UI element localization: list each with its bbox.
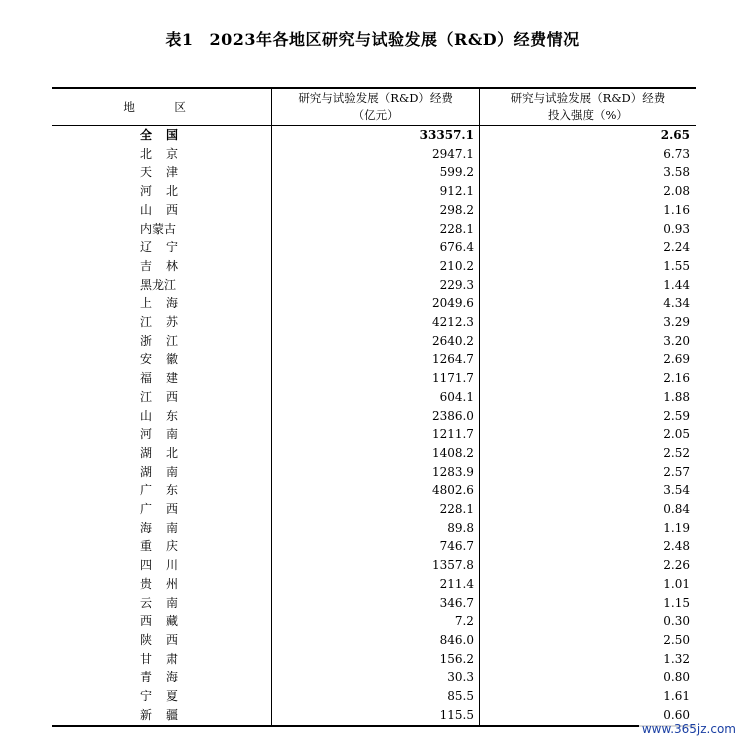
table-caption: 2023年各地区研究与试验发展（R&D）经费情况 bbox=[209, 30, 580, 49]
table-row bbox=[52, 706, 696, 726]
region-cell: 四川 bbox=[140, 558, 193, 573]
region-cell: 内蒙古 bbox=[140, 221, 177, 236]
intensity-cell: 1.88 bbox=[479, 388, 696, 407]
intensity-cell: 1.44 bbox=[479, 276, 696, 295]
header-row bbox=[52, 88, 696, 126]
column-header-intensity bbox=[479, 88, 696, 126]
region-cell: 上海 bbox=[140, 296, 193, 311]
table-row bbox=[52, 388, 696, 407]
region-cell: 湖北 bbox=[140, 445, 193, 460]
table-row bbox=[52, 481, 696, 500]
table-row bbox=[52, 257, 696, 276]
column-header-region: 地 区 bbox=[52, 88, 272, 126]
spend-cell: 599.2 bbox=[272, 163, 480, 182]
spend-cell: 4802.6 bbox=[272, 481, 480, 500]
table-row bbox=[52, 163, 696, 182]
intensity-cell: 2.24 bbox=[479, 238, 696, 257]
spend-cell: 1211.7 bbox=[272, 425, 480, 444]
spend-cell: 2049.6 bbox=[272, 294, 480, 313]
spend-cell: 7.2 bbox=[272, 612, 480, 631]
region-cell: 西藏 bbox=[140, 614, 193, 629]
intensity-cell: 2.69 bbox=[479, 350, 696, 369]
intensity-cell: 0.84 bbox=[479, 500, 696, 519]
table-row bbox=[52, 687, 696, 706]
spend-cell: 115.5 bbox=[272, 706, 480, 726]
spend-cell: 85.5 bbox=[272, 687, 480, 706]
intensity-cell: 1.15 bbox=[479, 594, 696, 613]
region-cell: 广西 bbox=[140, 502, 193, 517]
intensity-cell: 2.16 bbox=[479, 369, 696, 388]
intensity-cell: 1.55 bbox=[479, 257, 696, 276]
table-row bbox=[52, 182, 696, 201]
table-row bbox=[52, 500, 696, 519]
region-cell: 北京 bbox=[140, 146, 193, 161]
spend-cell: 228.1 bbox=[272, 500, 480, 519]
table-row bbox=[52, 575, 696, 594]
spend-cell: 298.2 bbox=[272, 201, 480, 220]
region-cell: 贵州 bbox=[140, 576, 193, 591]
intensity-cell: 0.60 bbox=[479, 706, 696, 726]
table-row bbox=[52, 350, 696, 369]
table-body bbox=[52, 126, 696, 726]
intensity-cell: 2.57 bbox=[479, 463, 696, 482]
table-row bbox=[52, 612, 696, 631]
table-row bbox=[52, 332, 696, 351]
intensity-cell: 1.32 bbox=[479, 650, 696, 669]
spend-cell: 2947.1 bbox=[272, 145, 480, 164]
region-cell: 安徽 bbox=[140, 352, 193, 367]
table-row bbox=[52, 463, 696, 482]
intensity-cell: 1.16 bbox=[479, 201, 696, 220]
table-row bbox=[52, 519, 696, 538]
total-row bbox=[52, 126, 696, 145]
intensity-cell: 2.52 bbox=[479, 444, 696, 463]
spend-cell: 1283.9 bbox=[272, 463, 480, 482]
table-number: 表1 bbox=[165, 30, 194, 49]
region-cell: 陕西 bbox=[140, 632, 193, 647]
table-row bbox=[52, 537, 696, 556]
spend-cell: 228.1 bbox=[272, 220, 480, 239]
intensity-cell: 6.73 bbox=[479, 145, 696, 164]
intensity-cell: 1.01 bbox=[479, 575, 696, 594]
spend-cell: 30.3 bbox=[272, 668, 480, 687]
column-header-spend-text: 研究与试验发展（R&D）经费 （亿元） bbox=[298, 91, 453, 122]
intensity-cell: 2.08 bbox=[479, 182, 696, 201]
table-row bbox=[52, 220, 696, 239]
region-cell: 广东 bbox=[140, 483, 193, 498]
column-header-spend bbox=[272, 88, 480, 126]
region-cell: 重庆 bbox=[140, 539, 193, 554]
region-cell: 天津 bbox=[140, 165, 193, 180]
spend-cell: 89.8 bbox=[272, 519, 480, 538]
spend-cell: 846.0 bbox=[272, 631, 480, 650]
intensity-cell: 0.93 bbox=[479, 220, 696, 239]
column-header-intensity-text: 研究与试验发展（R&D）经费 投入强度（%） bbox=[510, 91, 666, 122]
intensity-cell: 1.61 bbox=[479, 687, 696, 706]
intensity-cell: 3.54 bbox=[479, 481, 696, 500]
table-row bbox=[52, 631, 696, 650]
region-cell: 江苏 bbox=[140, 315, 193, 330]
spend-cell: 229.3 bbox=[272, 276, 480, 295]
region-cell: 江西 bbox=[140, 389, 193, 404]
table-row bbox=[52, 369, 696, 388]
table-row bbox=[52, 276, 696, 295]
region-cell: 新疆 bbox=[52, 706, 272, 726]
spend-cell: 4212.3 bbox=[272, 313, 480, 332]
table-row bbox=[52, 650, 696, 669]
spend-cell: 210.2 bbox=[272, 257, 480, 276]
region-cell: 河北 bbox=[140, 184, 193, 199]
table-row bbox=[52, 668, 696, 687]
spend-cell: 346.7 bbox=[272, 594, 480, 613]
table-row bbox=[52, 444, 696, 463]
spend-cell: 1264.7 bbox=[272, 350, 480, 369]
intensity-cell: 2.26 bbox=[479, 556, 696, 575]
spend-cell: 2640.2 bbox=[272, 332, 480, 351]
region-cell: 湖南 bbox=[140, 464, 193, 479]
intensity-cell: 2.59 bbox=[479, 407, 696, 426]
region-cell: 浙江 bbox=[140, 333, 193, 348]
intensity-cell: 1.19 bbox=[479, 519, 696, 538]
region-cell: 黑龙江 bbox=[140, 277, 177, 292]
region-cell: 山西 bbox=[140, 202, 193, 217]
spend-cell: 1357.8 bbox=[272, 556, 480, 575]
spend-cell: 676.4 bbox=[272, 238, 480, 257]
spend-cell: 211.4 bbox=[272, 575, 480, 594]
intensity-cell: 0.30 bbox=[479, 612, 696, 631]
region-cell: 甘肃 bbox=[140, 651, 193, 666]
table-row bbox=[52, 407, 696, 426]
region-cell: 山东 bbox=[140, 408, 193, 423]
intensity-cell: 3.29 bbox=[479, 313, 696, 332]
table-row bbox=[52, 238, 696, 257]
table-row bbox=[52, 594, 696, 613]
region-cell: 青海 bbox=[140, 670, 193, 685]
region-cell: 宁夏 bbox=[140, 689, 193, 704]
table-row bbox=[52, 294, 696, 313]
table-row bbox=[52, 145, 696, 164]
table-title bbox=[0, 27, 745, 50]
intensity-cell: 2.50 bbox=[479, 631, 696, 650]
region-cell: 河南 bbox=[140, 427, 193, 442]
region-cell: 辽宁 bbox=[140, 240, 193, 255]
intensity-cell: 3.20 bbox=[479, 332, 696, 351]
total-intensity: 2.65 bbox=[479, 126, 696, 145]
spend-cell: 1171.7 bbox=[272, 369, 480, 388]
region-cell: 福建 bbox=[140, 371, 193, 386]
region-cell: 吉林 bbox=[140, 258, 193, 273]
intensity-cell: 2.05 bbox=[479, 425, 696, 444]
spend-cell: 746.7 bbox=[272, 537, 480, 556]
spend-cell: 1408.2 bbox=[272, 444, 480, 463]
rd-expenditure-table bbox=[52, 87, 696, 727]
spend-cell: 156.2 bbox=[272, 650, 480, 669]
table-row bbox=[52, 201, 696, 220]
intensity-cell: 0.80 bbox=[479, 668, 696, 687]
spend-cell: 604.1 bbox=[272, 388, 480, 407]
intensity-cell: 4.34 bbox=[479, 294, 696, 313]
spend-cell: 912.1 bbox=[272, 182, 480, 201]
spend-cell: 2386.0 bbox=[272, 407, 480, 426]
table-row bbox=[52, 556, 696, 575]
total-region: 全国 bbox=[140, 128, 193, 142]
watermark: www.365jz.com bbox=[639, 722, 739, 736]
table-row bbox=[52, 313, 696, 332]
intensity-cell: 2.48 bbox=[479, 537, 696, 556]
region-cell: 海南 bbox=[140, 520, 193, 535]
region-cell: 云南 bbox=[140, 595, 193, 610]
table-row bbox=[52, 425, 696, 444]
intensity-cell: 3.58 bbox=[479, 163, 696, 182]
total-spend: 33357.1 bbox=[272, 126, 480, 145]
